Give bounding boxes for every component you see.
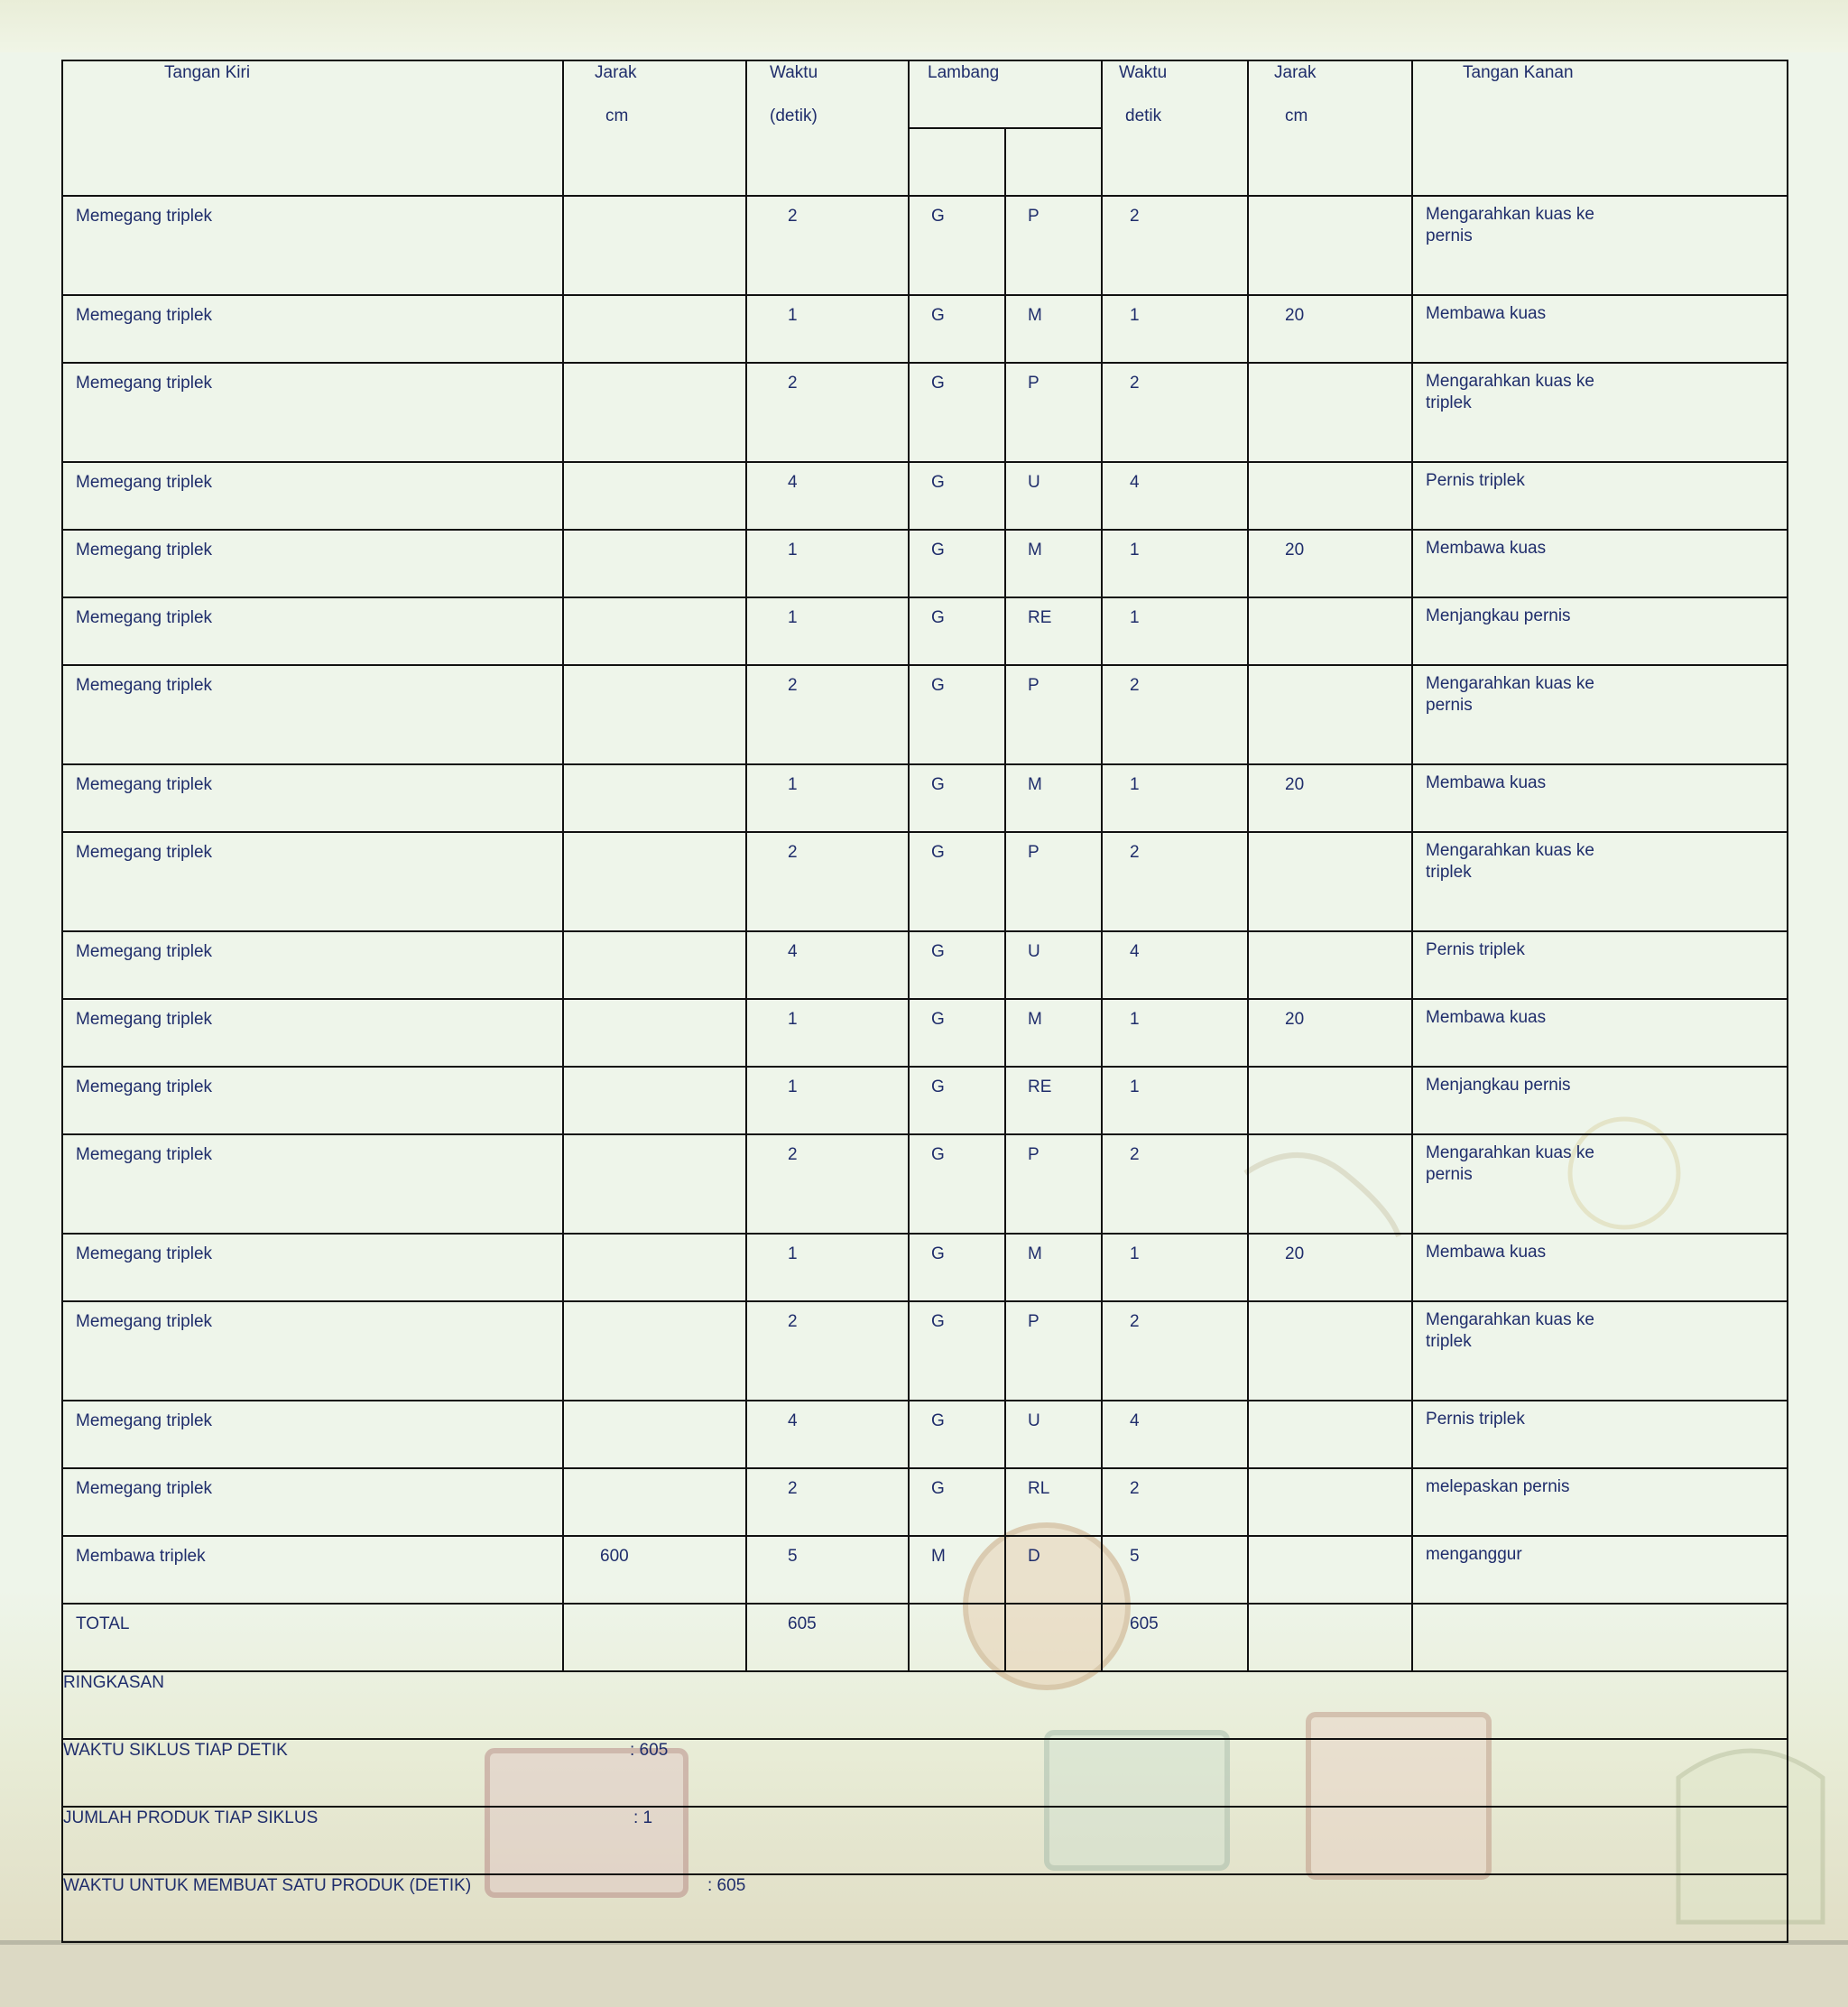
cell-distance-left	[563, 363, 746, 462]
cell-distance-left	[563, 832, 746, 931]
cell-time-right: 4	[1102, 1401, 1248, 1468]
cell-time-right: 1	[1102, 1067, 1248, 1134]
table-row	[62, 832, 1788, 931]
cell-time-left: 4	[746, 462, 909, 530]
summary-qty-value: : 1	[633, 1808, 653, 1827]
cell-right-hand	[1412, 1536, 1788, 1604]
right-hand-line: Pernis triplek	[1426, 940, 1525, 959]
table-row	[62, 462, 1788, 530]
cell-time-right: 2	[1102, 1134, 1248, 1234]
cell-time-right: 1	[1102, 999, 1248, 1067]
right-hand-line: Mengarahkan kuas ke	[1426, 1143, 1594, 1162]
cell-time-right: 2	[1102, 665, 1248, 764]
cell-distance-right: 20	[1248, 764, 1412, 832]
table-row	[62, 1536, 1788, 1604]
table-row	[62, 764, 1788, 832]
right-hand-line: triplek	[1426, 1332, 1472, 1351]
cell-distance-left	[563, 764, 746, 832]
cell-symbol-right: P	[1005, 1301, 1102, 1401]
cell-time-right: 2	[1102, 1301, 1248, 1401]
right-hand-line: Mengarahkan kuas ke	[1426, 1310, 1594, 1329]
cell-symbol-left: G	[909, 196, 1005, 295]
table-row	[62, 295, 1788, 363]
cell-time-left: 2	[746, 665, 909, 764]
right-hand-line: pernis	[1426, 1165, 1473, 1184]
cell-symbol-right: D	[1005, 1536, 1102, 1604]
cell-time-left: 1	[746, 1067, 909, 1134]
cell-left-hand: Memegang triplek	[62, 931, 563, 999]
cell-distance-right: 20	[1248, 1234, 1412, 1301]
cell-time-right: 1	[1102, 530, 1248, 597]
cell-time-right: 4	[1102, 462, 1248, 530]
table-row	[62, 665, 1788, 764]
cell-time-left: 1	[746, 1234, 909, 1301]
cell-right-hand	[1412, 597, 1788, 665]
cell-distance-right	[1248, 832, 1412, 931]
cell-distance-right: 20	[1248, 530, 1412, 597]
cell-time-left: 1	[746, 530, 909, 597]
cell-left-hand: Memegang triplek	[62, 363, 563, 462]
cell-symbol-right	[1005, 1604, 1102, 1671]
cell-distance-right	[1248, 1536, 1412, 1604]
cell-left-hand: Memegang triplek	[62, 295, 563, 363]
cell-symbol-right: M	[1005, 295, 1102, 363]
cell-symbol-left: G	[909, 1067, 1005, 1134]
right-hand-line: Menjangkau pernis	[1426, 1076, 1571, 1095]
cell-left-hand: Memegang triplek	[62, 1067, 563, 1134]
cell-right-hand	[1412, 1604, 1788, 1671]
cell-symbol-left: M	[909, 1536, 1005, 1604]
cell-distance-right	[1248, 665, 1412, 764]
cell-symbol-left: G	[909, 1301, 1005, 1401]
cell-time-left: 5	[746, 1536, 909, 1604]
cell-symbol-left: G	[909, 597, 1005, 665]
cell-distance-right: 20	[1248, 999, 1412, 1067]
cell-symbol-left: G	[909, 1468, 1005, 1536]
right-hand-line: Membawa kuas	[1426, 1008, 1547, 1027]
cell-symbol-right: M	[1005, 764, 1102, 832]
cell-time-left: 2	[746, 1468, 909, 1536]
table-row	[62, 1401, 1788, 1468]
header-time-right: Waktu detik	[1102, 60, 1248, 196]
table-row	[62, 597, 1788, 665]
cell-left-hand: Memegang triplek	[62, 665, 563, 764]
header-left-hand: Tangan Kiri	[62, 60, 563, 196]
cell-distance-right	[1248, 1468, 1412, 1536]
right-hand-line: Membawa kuas	[1426, 539, 1547, 558]
cell-symbol-left	[909, 1604, 1005, 1671]
cell-left-hand: Memegang triplek	[62, 764, 563, 832]
cell-distance-left	[563, 665, 746, 764]
cell-left-hand: Memegang triplek	[62, 832, 563, 931]
header-symbol: Lambang	[909, 60, 1102, 128]
cell-time-left: 2	[746, 1301, 909, 1401]
cell-time-left: 2	[746, 196, 909, 295]
cell-right-hand	[1412, 363, 1788, 462]
cell-time-right: 1	[1102, 1234, 1248, 1301]
cell-time-left: 1	[746, 597, 909, 665]
cell-left-hand: Memegang triplek	[62, 530, 563, 597]
right-hand-line: Pernis triplek	[1426, 471, 1525, 490]
table-row	[62, 931, 1788, 999]
cell-time-left: 2	[746, 363, 909, 462]
cell-time-right: 605	[1102, 1604, 1248, 1671]
cell-symbol-left: G	[909, 1401, 1005, 1468]
cell-distance-right: 20	[1248, 295, 1412, 363]
cell-time-right: 2	[1102, 832, 1248, 931]
summary-unit-label: WAKTU UNTUK MEMBUAT SATU PRODUK (DETIK)	[63, 1876, 472, 1895]
cell-distance-right	[1248, 196, 1412, 295]
cell-distance-left	[563, 1401, 746, 1468]
cell-left-hand: Memegang triplek	[62, 999, 563, 1067]
cell-right-hand	[1412, 665, 1788, 764]
cell-distance-left	[563, 1301, 746, 1401]
cell-distance-left	[563, 1067, 746, 1134]
right-hand-line: Menjangkau pernis	[1426, 606, 1571, 625]
cell-symbol-left: G	[909, 295, 1005, 363]
cell-distance-left	[563, 999, 746, 1067]
cell-distance-left	[563, 295, 746, 363]
cell-time-left: 605	[746, 1604, 909, 1671]
cell-left-hand: Memegang triplek	[62, 1234, 563, 1301]
cell-symbol-right: U	[1005, 1401, 1102, 1468]
cell-distance-right	[1248, 1604, 1412, 1671]
cell-left-hand: Memegang triplek	[62, 1468, 563, 1536]
cell-left-hand: Membawa triplek	[62, 1536, 563, 1604]
cell-distance-right	[1248, 1134, 1412, 1234]
header-time-left: Waktu (detik)	[746, 60, 909, 196]
cell-right-hand	[1412, 1234, 1788, 1301]
cell-symbol-right: RL	[1005, 1468, 1102, 1536]
cell-left-hand: Memegang triplek	[62, 1134, 563, 1234]
cell-distance-right	[1248, 931, 1412, 999]
right-hand-line: triplek	[1426, 393, 1472, 412]
cell-symbol-left: G	[909, 462, 1005, 530]
cell-symbol-left: G	[909, 363, 1005, 462]
cell-time-right: 2	[1102, 1468, 1248, 1536]
right-hand-line: Mengarahkan kuas ke	[1426, 841, 1594, 860]
cell-distance-right	[1248, 1401, 1412, 1468]
cell-time-left: 1	[746, 764, 909, 832]
header-distance-left: Jarak cm	[563, 60, 746, 196]
table-row	[62, 1134, 1788, 1234]
table-row	[62, 1234, 1788, 1301]
cell-right-hand	[1412, 196, 1788, 295]
cell-right-hand	[1412, 530, 1788, 597]
cell-symbol-left: G	[909, 530, 1005, 597]
cell-right-hand	[1412, 832, 1788, 931]
cell-time-right: 2	[1102, 196, 1248, 295]
summary-cycle-time	[62, 1739, 1788, 1807]
cell-time-right: 4	[1102, 931, 1248, 999]
header-distance-right: Jarak cm	[1248, 60, 1412, 196]
cell-time-left: 1	[746, 999, 909, 1067]
cell-time-right: 1	[1102, 764, 1248, 832]
cell-right-hand	[1412, 764, 1788, 832]
cell-symbol-right: M	[1005, 530, 1102, 597]
cell-left-hand: Memegang triplek	[62, 196, 563, 295]
table-row	[62, 363, 1788, 462]
right-hand-line: Mengarahkan kuas ke	[1426, 205, 1594, 224]
cell-right-hand	[1412, 462, 1788, 530]
cell-right-hand	[1412, 1301, 1788, 1401]
background-top-band	[0, 0, 1848, 52]
table-row	[62, 1468, 1788, 1536]
summary-cycle-label: WAKTU SIKLUS TIAP DETIK	[63, 1741, 288, 1760]
cell-distance-right	[1248, 597, 1412, 665]
table-row	[62, 1301, 1788, 1401]
cell-symbol-right: P	[1005, 1134, 1102, 1234]
cell-symbol-right: RE	[1005, 1067, 1102, 1134]
cell-distance-left	[563, 1234, 746, 1301]
cell-symbol-left: G	[909, 665, 1005, 764]
summary-title: RINGKASAN	[62, 1671, 1788, 1739]
table-row	[62, 999, 1788, 1067]
right-hand-line: pernis	[1426, 696, 1473, 715]
summary-products-per-cycle	[62, 1807, 1788, 1874]
cell-right-hand	[1412, 999, 1788, 1067]
summary-time-per-product	[62, 1874, 1788, 1942]
right-hand-line: melepaskan pernis	[1426, 1477, 1570, 1496]
table-row	[62, 1067, 1788, 1134]
cell-right-hand	[1412, 295, 1788, 363]
cell-distance-left	[563, 1604, 746, 1671]
right-hand-line: Mengarahkan kuas ke	[1426, 372, 1594, 391]
right-hand-line: Mengarahkan kuas ke	[1426, 674, 1594, 693]
cell-distance-right	[1248, 462, 1412, 530]
cell-right-hand	[1412, 1468, 1788, 1536]
cell-symbol-left: G	[909, 764, 1005, 832]
cell-right-hand	[1412, 1401, 1788, 1468]
right-hand-line: menganggur	[1426, 1545, 1522, 1564]
table-row	[62, 1604, 1788, 1671]
cell-symbol-left: G	[909, 1234, 1005, 1301]
cell-symbol-right: U	[1005, 931, 1102, 999]
cell-distance-left: 600	[563, 1536, 746, 1604]
header-symbol-right	[1005, 128, 1102, 196]
cell-left-hand: Memegang triplek	[62, 1401, 563, 1468]
cell-time-left: 4	[746, 1401, 909, 1468]
cell-symbol-left: G	[909, 931, 1005, 999]
cell-time-right: 1	[1102, 597, 1248, 665]
cell-symbol-right: U	[1005, 462, 1102, 530]
cell-distance-left	[563, 196, 746, 295]
cell-distance-left	[563, 462, 746, 530]
cell-time-left: 2	[746, 1134, 909, 1234]
cell-symbol-right: RE	[1005, 597, 1102, 665]
cell-distance-left	[563, 597, 746, 665]
cell-time-right: 2	[1102, 363, 1248, 462]
table-row	[62, 196, 1788, 295]
right-hand-line: Membawa kuas	[1426, 304, 1547, 323]
cell-symbol-right: M	[1005, 1234, 1102, 1301]
cell-symbol-right: P	[1005, 665, 1102, 764]
right-hand-line: Membawa kuas	[1426, 773, 1547, 792]
operation-chart-table	[61, 60, 1788, 1943]
cell-symbol-left: G	[909, 832, 1005, 931]
cell-distance-right	[1248, 1067, 1412, 1134]
table-row	[62, 530, 1788, 597]
cell-time-left: 1	[746, 295, 909, 363]
cell-symbol-right: M	[1005, 999, 1102, 1067]
cell-right-hand	[1412, 1134, 1788, 1234]
right-hand-line: Pernis triplek	[1426, 1410, 1525, 1429]
cell-distance-left	[563, 931, 746, 999]
cell-left-hand: Memegang triplek	[62, 462, 563, 530]
cell-distance-left	[563, 1468, 746, 1536]
cell-left-hand: TOTAL	[62, 1604, 563, 1671]
cell-right-hand	[1412, 1067, 1788, 1134]
cell-symbol-left: G	[909, 1134, 1005, 1234]
right-hand-line: pernis	[1426, 227, 1473, 245]
cell-distance-left	[563, 530, 746, 597]
cell-time-left: 4	[746, 931, 909, 999]
cell-symbol-left: G	[909, 999, 1005, 1067]
cell-symbol-right: P	[1005, 363, 1102, 462]
right-hand-line: triplek	[1426, 863, 1472, 882]
cell-distance-left	[563, 1134, 746, 1234]
summary-cycle-value: : 605	[630, 1741, 669, 1760]
cell-distance-right	[1248, 363, 1412, 462]
cell-symbol-right: P	[1005, 196, 1102, 295]
cell-left-hand: Memegang triplek	[62, 1301, 563, 1401]
cell-right-hand	[1412, 931, 1788, 999]
cell-distance-right	[1248, 1301, 1412, 1401]
right-hand-line: Membawa kuas	[1426, 1243, 1547, 1262]
summary-unit-value: : 605	[707, 1876, 746, 1895]
cell-time-right: 1	[1102, 295, 1248, 363]
header-symbol-left	[909, 128, 1005, 196]
cell-time-right: 5	[1102, 1536, 1248, 1604]
header-right-hand: Tangan Kanan	[1412, 60, 1788, 196]
cell-left-hand: Memegang triplek	[62, 597, 563, 665]
cell-symbol-right: P	[1005, 832, 1102, 931]
summary-qty-label: JUMLAH PRODUK TIAP SIKLUS	[63, 1808, 319, 1827]
cell-time-left: 2	[746, 832, 909, 931]
